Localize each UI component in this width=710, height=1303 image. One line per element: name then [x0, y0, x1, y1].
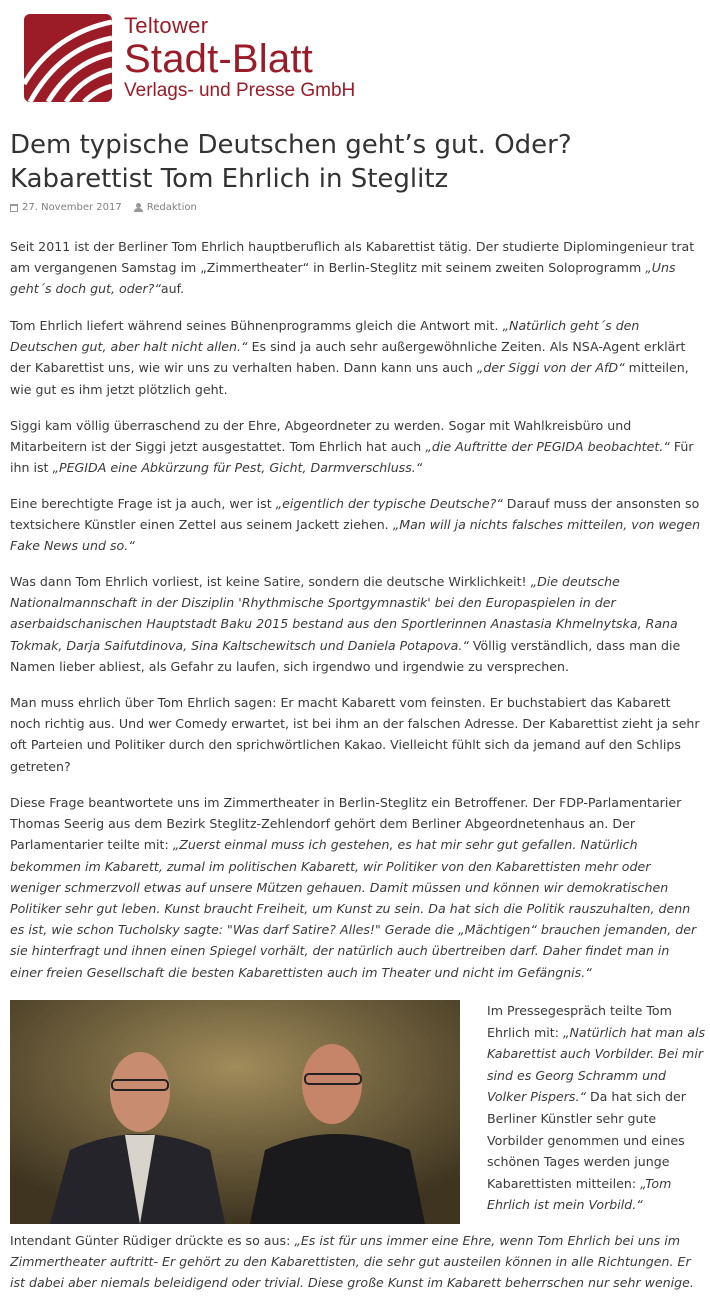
text-segment: Man muss ehrlich über Tom Ehrlich sagen: Er macht Kabarett vom feinsten. Er buchstabiert das Kabarett noch richtig aus. Und wer Comedy erwartet, ist bei ihm an der falschen Adresse. Der Kabarettist zieht ja sehr oft Parteien und Politiker durch den sprichwörtlichen Kakao. Vielleicht fühlt sich da jemand auf den Schlips getreten? [10, 695, 700, 774]
quote-segment: „PEGIDA eine Abkürzung für Pest, Gicht, Darmverschluss.“ [52, 460, 423, 476]
paragraph-side [487, 1000, 707, 1216]
quote-segment: „Natürlich geht´s den Deutschen gut, aber halt nicht allen.“ [10, 318, 640, 355]
calendar-icon [10, 204, 18, 212]
text-segment: Was dann Tom Ehrlich vorliest, ist keine Satire, sondern die deutsche Wirklichkeit! [10, 574, 531, 589]
text-segment: Im Pressegespräch teilte Tom Ehrlich mit: [487, 1003, 672, 1040]
logo-line-verlag: Verlags- und Presse GmbH [124, 80, 356, 101]
quote-segment: „Es ist für uns immer eine Ehre, wenn Tom Ehrlich bei uns im Zimmertheater auftritt- Er gehört zu den Kabarettisten, die sehr gut austeilen können in alle Richtungen. Er ist dabei aber niemals beleidigend oder trivial. Diese große Kunst im Kabarett beherrschen nur sehr wenige. [10, 1233, 694, 1291]
text-segment: Darauf muss der ansonsten so textsichere Künstler einen Zettel aus seinem Jackett ziehen. [10, 496, 700, 533]
paragraph-1 [10, 236, 703, 300]
text-segment: Tom Ehrlich liefert während seines Bühnenprogramms gleich die Antwort mit. [10, 318, 503, 333]
photo-two-men [10, 1000, 460, 1224]
quote-segment: „Die deutsche Nationalmannschaft in der Disziplin 'Rhythmische Sportgymnastik' bei den Europaspielen in der aserbaidschanischen Hauptstadt Baku 2015 bestand aus den Sportlerinnen Anastasia Khmelnytska, Rana Tokmak, Darja Saifutdinova, Sina Kaltschewitsch und Daniela Potapova.“ [10, 574, 678, 653]
quote-segment: „die Auftritte der PEGIDA beobachtet.“ [425, 439, 670, 455]
site-header [24, 14, 424, 114]
article-meta [10, 202, 197, 213]
text-segment: Da hat sich der Berliner Künstler sehr gute Vorbilder genommen und eines schönen Tages werden junge Kabarettisten mitteilen: [487, 1089, 686, 1191]
text-segment: Diese Frage beantwortete uns im Zimmertheater in Berlin-Steglitz ein Betroffener. Der FDP-Parlamentarier Thomas Seerig aus dem Bezirk Steglitz-Zehlendorf gehört dem Berliner Abgeordnetenhaus an. Der Parlamentarier teilte mit: [10, 795, 682, 853]
paragraph-2 [10, 315, 703, 400]
quote-segment: „der Siggi von der AfD“ [476, 360, 625, 376]
article-title: Dem typische Deutschen geht’s gut. Oder? Kabarettist Tom Ehrlich in Steglitz [10, 130, 572, 194]
paragraph-4 [10, 493, 703, 557]
quote-segment: „Uns geht´s doch gut, oder?“ [10, 260, 676, 297]
text-segment: Seit 2011 ist der Berliner Tom Ehrlich hauptberuflich als Kabarettist tätig. Der studierte Diplomingenieur trat am vergangenen Samstag im „Zimmertheater“ in Berlin-Steglitz mit seinem zweiten Soloprogramm [10, 239, 695, 276]
paragraph-6 [10, 692, 703, 777]
text-segment: Siggi kam völlig überraschend zu der Ehre, Abgeordneter zu werden. Sogar mit Wahlkreisbüro und Mitarbeitern ist der Siggi jetzt ausgestattet. Tom Ehrlich hat auch [10, 418, 632, 455]
logo-line-teltower: Teltower [124, 13, 209, 38]
quote-segment: „Man will ja nichts falsches mitteilen, von wegen Fake News und so.“ [10, 517, 701, 554]
article-author-link[interactable]: Redaktion [146, 202, 197, 213]
text-segment: Eine berechtigte Frage ist ja auch, wer ist [10, 496, 276, 511]
quote-segment: „Zuerst einmal muss ich gestehen, es hat mir sehr gut gefallen. Natürlich bekommen im Kabarett, zumal im politischen Kabarett, wir Politiker von den Kabarettisten mehr oder weniger schmerzvoll etwas auf unsere Mützen gehauen. Damit müssen und können wir demokratischen Politiker sehr gut leben. Kunst braucht Freiheit, um Kunst zu sein. Da hat sich die Politik rauszuhalten, denn es ist, wie schon Tucholsky sagte: "Was darf Satire? Alles!" Gerade die „Mächtigen“ brauchen jemanden, der sie hinterfragt und ihnen einen Spiegel vorhält, der natürlich auch übertreiben darf. Daher findet man in einer freien Gesellschaft die besten Kabarettisten auch im Theater und nicht im Gefängnis.“ [10, 837, 697, 980]
user-icon [134, 203, 143, 212]
article-date-link[interactable]: 27. November 2017 [22, 202, 122, 213]
logo-icon[interactable] [24, 14, 112, 102]
paragraph-7 [10, 792, 703, 983]
paragraph-3 [10, 415, 703, 479]
text-segment: auf. [160, 281, 185, 297]
paragraph-5 [10, 571, 703, 677]
quote-segment: „Natürlich hat man als Kabarettist auch Vorbilder. Bei mir sind es Georg Schramm und Volker Pispers.“ [487, 1024, 706, 1105]
paragraph-final [10, 1230, 703, 1294]
text-segment: Es sind ja auch sehr außergewöhnliche Zeiten. Als NSA-Agent erklärt der Kabarettist uns, wie wir uns zu verhalten haben. Dann kann uns auch [10, 339, 686, 376]
text-segment: mitteilen, wie gut es ihm jetzt plötzlich geht. [10, 360, 689, 397]
logo-line-stadt-blatt: Stadt-Blatt [124, 37, 313, 81]
article-photo [10, 1000, 460, 1224]
text-segment: Intendant Günter Rüdiger drückte es so aus: [10, 1233, 295, 1248]
text-segment: Für ihn ist [10, 439, 694, 476]
logo-text[interactable] [124, 14, 355, 102]
quote-segment: „eigentlich der typische Deutsche?“ [275, 496, 503, 511]
quote-segment: „Tom Ehrlich ist mein Vorbild.“ [487, 1175, 672, 1213]
text-segment: Völlig verständlich, dass man die Namen lieber abliest, als Gefahr zu laufen, sich irgendwo und irgendwie zu versprechen. [10, 637, 681, 674]
